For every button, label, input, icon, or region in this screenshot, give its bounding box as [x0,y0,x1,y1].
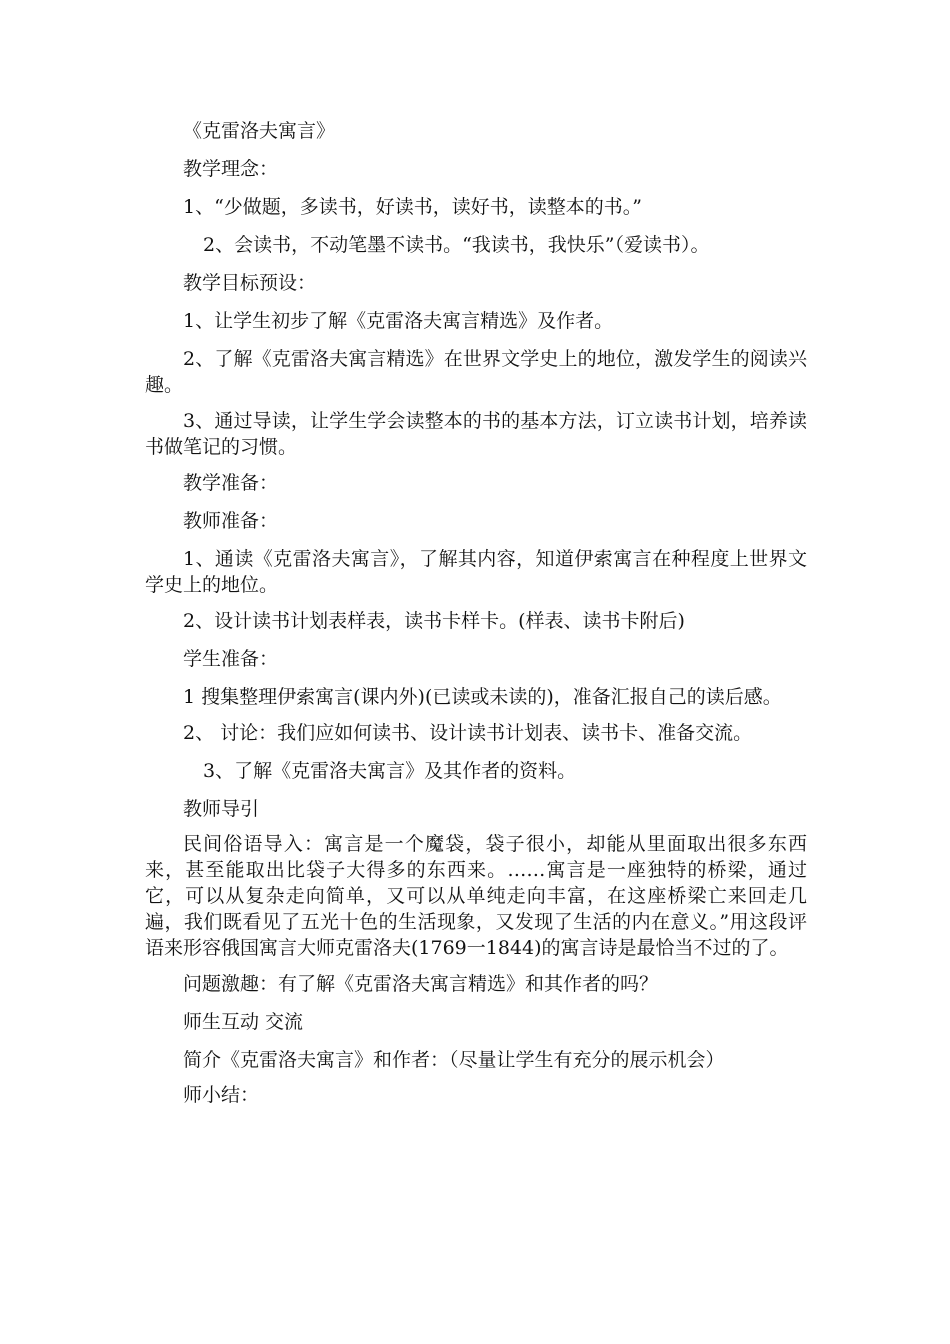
teacher-summary: 师小结： [183,1084,260,1106]
section-heading-teaching-goals: 教学目标预设： [183,272,317,294]
document-title: 《克雷洛夫寓言》 [183,120,336,142]
document-body [145,118,807,1108]
section-heading-teacher-guidance: 教师导引 [183,798,260,820]
goal-item-3: 3、通过导读，让学生学会读整本的书的基本方法，订立读书计划，培养读书做笔记的习惯。 [145,410,807,458]
philosophy-item-1: 1、“少做题，多读书，好读书，读好书，读整本的书。” [183,196,643,218]
author-intro: 简介《克雷洛夫寓言》和作者：（尽量让学生有充分的展示机会） [183,1049,725,1071]
interaction-heading: 师生互动 交流 [183,1011,304,1033]
goal-item-1: 1、让学生初步了解《克雷洛夫寓言精选》及作者。 [183,310,614,332]
section-heading-teaching-prep: 教学准备： [183,472,279,494]
subheading-teacher-prep: 教师准备： [183,510,279,532]
question-prompt: 问题激趣：有了解《克雷洛夫寓言精选》和其作者的吗？ [183,973,659,995]
teacher-prep-item-1: 1、通读《克雷洛夫寓言》，了解其内容，知道伊索寓言在种程度上世界文学史上的地位。 [145,548,807,596]
teacher-prep-item-2: 2、设计读书计划表样表，读书卡样卡。(样表、读书卡附后) [183,610,685,632]
philosophy-item-2: 2、会读书，不动笔墨不读书。“我读书，我快乐”（爱读书）。 [203,234,710,256]
student-prep-item-2: 2、 讨论：我们应如何读书、设计读书计划表、读书卡、准备交流。 [183,722,753,744]
section-heading-teaching-philosophy: 教学理念： [183,158,279,180]
student-prep-item-3: 3、了解《克雷洛夫寓言》及其作者的资料。 [203,760,577,782]
folk-saying-intro: 民间俗语导入：寓言是一个魔袋，袋子很小，却能从里面取出很多东西来，甚至能取出比袋子大得多的东西来。……寓言是一座独特的桥梁，通过它，可以从复杂走向简单，又可以从单纯走向丰富，在这座桥梁亡来回走几遍，我们既看见了五光十色的生活现象，又发现了生活的内在意义。”用这段评语来形容俄国寓言大师克雷洛夫(1769一1844)的寓言诗是最恰当不过的了。 [145,833,807,959]
student-prep-item-1: 1 搜集整理伊索寓言(课内外)(已读或未读的)，准备汇报自己的读后感。 [183,686,782,708]
subheading-student-prep: 学生准备： [183,648,279,670]
goal-item-2: 2、了解《克雷洛夫寓言精选》在世界文学史上的地位，激发学生的阅读兴趣。 [145,348,807,396]
